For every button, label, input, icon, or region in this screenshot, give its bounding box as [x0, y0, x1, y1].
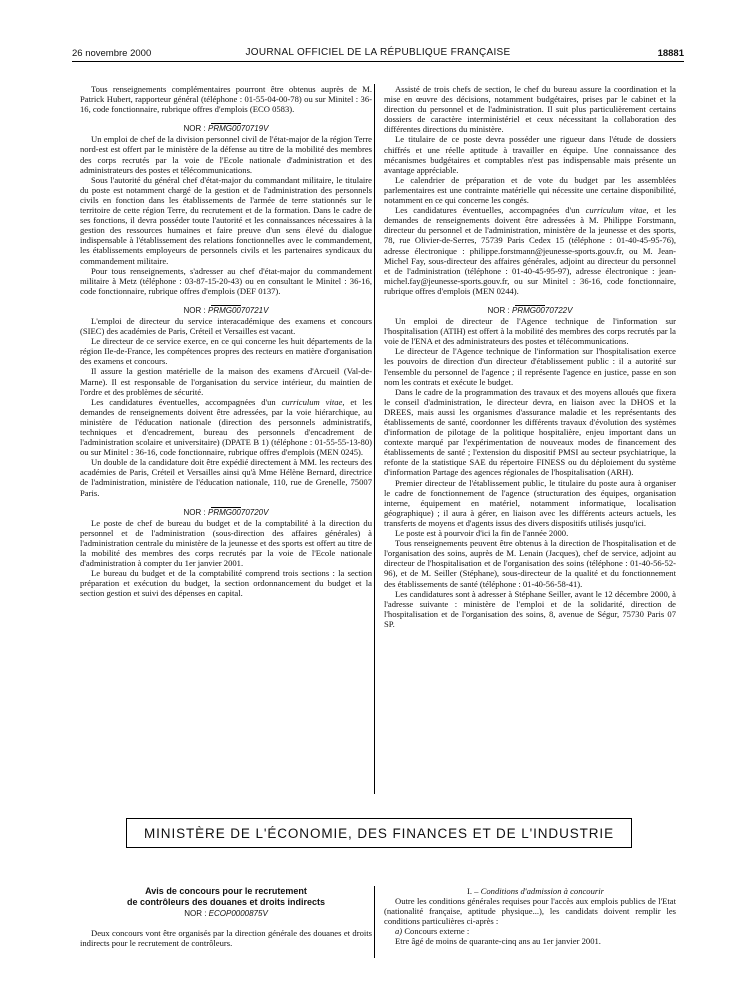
right-column	[384, 84, 676, 629]
nor-reference: PRMG0070720V	[207, 507, 269, 517]
nor-label: NOR :	[183, 124, 208, 134]
paragraph: Le bureau du budget et de la comptabilité comprend trois sections : la section préparation et exécution du budget, la section ordonnancement du budget et la section gestion et suivi des dépenses en capital.	[80, 568, 372, 599]
paragraph: Deux concours vont être organisés par la direction générale des douanes et droits indirects pour le recrutement de contrôleurs.	[80, 928, 372, 949]
paragraph: Pour tous renseignements, s'adresser au chef d'état-major du commandement militaire à Metz (téléphone : 03-87-15-20-43) ou en consultant le Minitel : 36-16, code fonctionnaire, rubrique offres d'emplois (DEF 0137).	[80, 265, 372, 296]
italic-run: curriculum vitae	[281, 396, 343, 407]
text-run: Concours externe :	[404, 926, 470, 937]
left-column	[80, 84, 372, 599]
page-number: 18881	[657, 48, 684, 59]
paragraph: Outre les conditions générales requises pour l'accès aux emplois publics de l'Etat (nationalité française, aptitude physique...), les candidats doivent remplir les conditions particulières ci-après :	[384, 896, 676, 927]
paragraph: Le directeur de l'Agence technique de l'information sur l'hospitalisation exerce les pouvoirs de direction d'un directeur d'établissement public : il a autorité sur l'ensemble du personnel de l'agence ; il représente l'agence en justice, passe en son nom les contrats et exécute le budget.	[384, 346, 676, 387]
paragraph: Les candidatures sont à adresser à Stéphane Seiller, avant le 12 décembre 2000, à l'adresse suivante : ministère de l'emploi et de la solidarité, direction de l'hospitalisation et de l'organisation des soins, 8, avenue de Ségur, 75730 Paris 07 SP.	[384, 588, 676, 629]
nor-label: NOR :	[184, 909, 209, 918]
text-run: Les candidatures éventuelles, accompagnées d'un	[395, 205, 586, 216]
notice-title-line: Avis de concours pour le recrutement	[145, 886, 307, 896]
nor-reference: ECOP0000875V	[208, 909, 268, 918]
section-heading	[384, 886, 676, 896]
paragraph: Dans le cadre de la programmation des travaux et des moyens alloués que fixera le conseil d'administration, le directeur devra, en liaison avec la DHOS et la DREES, mais aussi les organismes d'assurance maladie et les représentants des établissements de santé, coordonner les différents travaux d'évolution des systèmes d'information de pilotage de la politique hospitalière, enjeu important dans un contexte marqué par l'expérimentation de nouveaux modes de financement des établissements de santé ; l'extension du dispositif PMSI au secteur psychiatrique, la refonte de la statistique SAE du répertoire FINESS ou du déploiement du système d'information Partage des agences régionales de l'hospitalisation (ARH).	[384, 386, 676, 478]
section-number: I. –	[467, 886, 481, 896]
paragraph: Sous l'autorité du général chef d'état-major du commandant militaire, le titulaire du poste est notamment chargé de la gestion et de l'administration des personnels civils en fonction dans les établissements de l'armée de terre stationnés sur le territoire de cette région Terre, du recrutement et de la formation. Dans le cadre de ses fonctions, il devra posséder toute l'autorité et les connaissances nécessaires à la gestion des ressources humaines et faire preuve d'un sens élevé du dialogue indispensable à l'établissement des relations fonctionnelles avec le commandement, les établissements employeurs de personnels civils et les partenaires syndicaux du commandement militaire.	[80, 174, 372, 266]
bottom-left-column	[80, 886, 372, 948]
nor-line	[80, 909, 372, 919]
paragraph: Assisté de trois chefs de section, le chef du bureau assure la coordination et la mise en œuvre des décisions, notamment budgétaires, prises par le cabinet et la direction du personnel et de l'administration. Il suit plus particulièrement certains dossiers de caractère interministériel et ceux nécessitant la collaboration des différentes directions du ministère.	[384, 84, 676, 135]
notice-title-line: de contrôleurs des douanes et droits indirects	[126, 897, 326, 907]
paragraph: Tous renseignements peuvent être obtenus à la direction de l'hospitalisation et de l'organisation des soins, auprès de M. Lenain (Jacques), chef de service, adjoint au directeur de l'hospitalisation et de l'organisation des soins (téléphone : 01-40-56-52-96), et de M. Seiller (Stéphane), sous-directeur de la qualité et du fonctionnement des établissements de santé (téléphone : 01-40-56-58-41).	[384, 538, 676, 589]
text-run: Les candidatures éventuelles, accompagnées d'un	[91, 396, 282, 407]
paragraph: Il assure la gestion matérielle de la maison des examens d'Arcueil (Val-de-Marne). Il est responsable de l'organisation du service intérieur, du maintien de l'ordre et des problèmes de sécurité.	[80, 366, 372, 397]
text-run: , et les demandes de renseignements doivent être adressées à M. Philippe Forstmann, directeur du personnel et de l'administration, ministère de la jeunesse et des sports, 78, rue Olivier-de-Serres, 75739 Paris Cedex 15 (téléphone : 01-40-45-95-76), adresse électronique : philippe.forstmann@jeunesse-sports.gouv.fr, ou M. Jean-Michel Fay, sous-directeur des affaires générales, adjoint au directeur du personnel et de l'administration (téléphone : 01-40-45-95-97), adresse électronique : jean-michel.fay@jeunesse-sports.gouv.fr, ou sur Minitel : 36-16, code fonctionnaire, rubrique offres d'emplois (MEN 0244).	[384, 205, 677, 296]
header-rule	[72, 61, 684, 62]
paragraph: Un emploi de directeur de l'Agence technique de l'information sur l'hospitalisation (ATIH) est offert à la mobilité des membres des corps recrutés par la voie de l'ENA et des administrateurs des postes et télécommunications.	[384, 316, 676, 347]
nor-line	[80, 508, 372, 518]
paragraph: Un emploi de chef de la division personnel civil de l'état-major de la région Terre nord-est est offert par le ministère de la défense au titre de la mobilité des membres des corps recrutés par la voie de l'Ecole nationale d'administration et des administrateurs des postes et télécommunications.	[80, 134, 372, 175]
bottom-right-column	[384, 886, 676, 947]
header-date: 26 novembre 2000	[72, 48, 152, 59]
notice-title	[80, 886, 372, 908]
nor-line	[80, 306, 372, 316]
nor-reference: PRMG0070721V	[207, 305, 269, 315]
nor-reference: PRMG0070722V	[511, 305, 573, 315]
paragraph	[384, 205, 676, 296]
paragraph: Le titulaire de ce poste devra posséder une rigueur dans l'étude de dossiers chiffrés et une réelle aptitude à travailler en équipe. Une connaissance des mécanismes budgétaires et comptables n'est pas indispensable mais présente un avantage appréciable.	[384, 134, 676, 175]
paragraph: Le calendrier de préparation et de vote du budget par les assemblées parlementaires est une contrainte matérielle qui nécessite une certaine disponibilité, notamment en ce qui concerne les congés.	[384, 174, 676, 206]
nor-line	[384, 306, 676, 316]
paragraph: Un double de la candidature doit être expédié directement à MM. les recteurs des académies de Paris, Créteil et Versailles ainsi qu'à Mme Hélène Bernard, directrice de l'administration, ministère de l'éducation nationale, 110, rue de Grenelle, 75007 Paris.	[80, 457, 372, 498]
ministry-banner: MINISTÈRE DE L'ÉCONOMIE, DES FINANCES ET DE L'INDUSTRIE	[126, 818, 632, 848]
nor-label: NOR :	[487, 305, 512, 315]
nor-line	[80, 124, 372, 134]
nor-label: NOR :	[183, 305, 208, 315]
paragraph	[384, 926, 676, 936]
paragraph: Le poste est à pourvoir d'ici la fin de l'année 2000.	[395, 528, 569, 539]
italic-run: curriculum vitae	[585, 205, 647, 216]
section-title: Conditions d'admission à concourir	[480, 886, 604, 896]
column-divider	[374, 886, 375, 958]
paragraph: Le poste de chef de bureau du budget et de la comptabilité à la direction du personnel et de l'administration (sous-direction des affaires générales) à l'administration centrale du ministère de la jeunesse et des sports est offert au titre de la mobilité des membres des corps recrutés par la voie de l'Ecole nationale d'administration à compter du 1er janvier 2001.	[80, 517, 372, 569]
journal-title: JOURNAL OFFICIEL DE LA RÉPUBLIQUE FRANÇAISE	[245, 47, 511, 58]
nor-reference: PRMG0070719V	[207, 124, 269, 134]
intro-paragraph: Tous renseignements complémentaires pourront être obtenus auprès de M. Patrick Hubert, rapporteur général (téléphone : 01-55-04-00-78) ou sur Minitel : 36-16, code fonctionnaire, rubrique offres d'emplois (ECO 0583).	[80, 84, 372, 115]
paragraph: Etre âgé de moins de quarante-cinq ans au 1er janvier 2001.	[395, 936, 601, 947]
text-run: , et les demandes de renseignements doivent être adressées, par la voie hiérarchique, au ministère de l'éducation nationale (direction des personnels administratifs, techniques et d'encadrement, bureau des personnels d'encadrement de l'administration scolaire et universitaire) (DPATE B 1) (téléphone : 01-55-55-13-80) ou sur Minitel : 36-16, code fonctionnaire, rubrique offres d'emplois (MEN 0245).	[80, 396, 373, 458]
paragraph: L'emploi de directeur du service interacadémique des examens et concours (SIEC) des académies de Paris, Créteil et Versailles est vacant.	[80, 315, 372, 337]
nor-label: NOR :	[183, 507, 208, 517]
paragraph: Premier directeur de l'établissement public, le titulaire du poste aura à organiser le cadre de fonctionnement de l'agence (structuration des équipes, organisation interne, équipement en matériel, notamment informatique, localisation géographique) ; il aura à gérer, en liaison avec les différents acteurs actuels, les transferts de moyens et d'agents issus des divers dispositifs utilisés jusqu'ici.	[384, 477, 676, 528]
list-label: a)	[395, 926, 405, 937]
paragraph	[80, 397, 372, 458]
paragraph: Le directeur de ce service exerce, en ce qui concerne les huit départements de la région Ile-de-France, les compétences propres des recteurs en matière d'organisation des examens et concours.	[80, 336, 372, 367]
column-divider	[374, 84, 375, 794]
